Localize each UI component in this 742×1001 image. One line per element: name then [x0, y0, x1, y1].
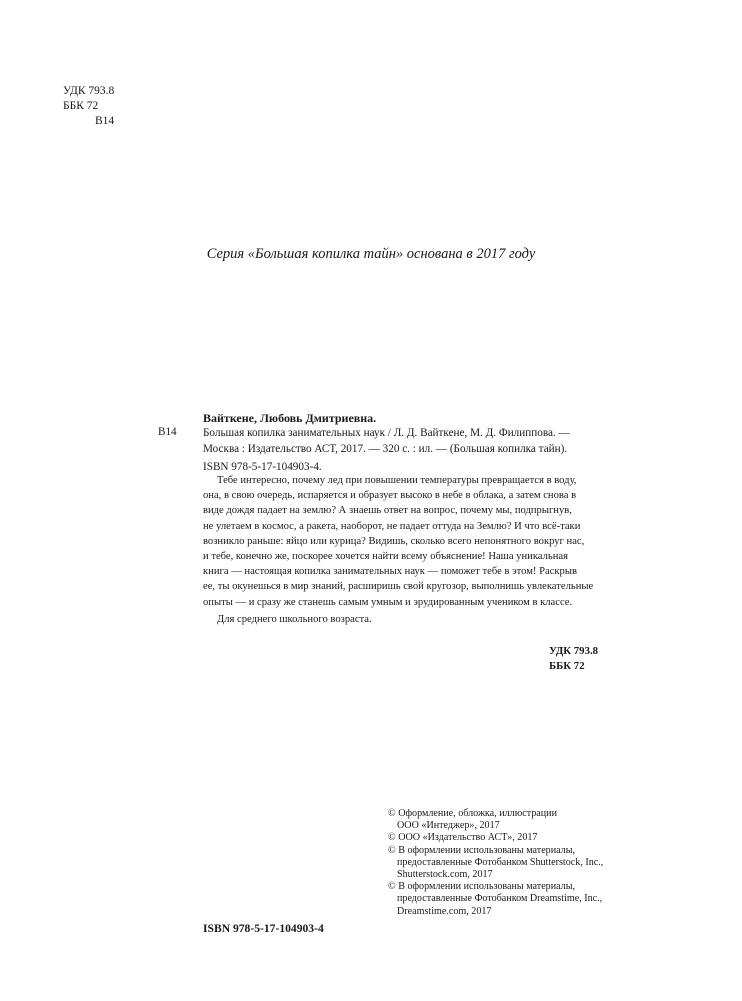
copyright-dreamstime-site: Dreamstime.com, 2017: [397, 905, 492, 917]
copyright-publisher: © ООО «Издательство АСТ», 2017: [388, 832, 538, 844]
catalog-card: [158, 411, 628, 476]
copyright-shutterstock-provider: предоставленные Фотобанком Shutterstock, Inc.,: [397, 856, 604, 868]
bbk-code-top: ББК 72: [63, 100, 99, 112]
series-note: Серия «Большая копилка тайн» основана в 2017 году: [206, 246, 536, 262]
annotation-line: она, в свою очередь, испаряется и образует высоко в небе в облака, а затем снова в: [203, 490, 577, 502]
copyright-dreamstime: © В оформлении использованы материалы,: [388, 881, 576, 893]
annotation: [203, 473, 623, 627]
annotation-paragraph: [203, 473, 623, 488]
bbk-code-right: ББК 72: [549, 660, 585, 672]
annotation-line: возникло раньше: яйцо или курица? Видишь, сколько всего непонятного вокруг нас,: [203, 535, 585, 547]
udk-code-right: УДК 793.8: [549, 645, 599, 657]
annotation-line: виде дождя падает на землю? А знаешь ответ на вопрос, почему мы, подпрыгнув,: [203, 505, 572, 517]
annotation-line: не улетаем в космос, а ракета, наоборот, не падает оттуда на Землю? И что всё-таки: [203, 520, 581, 532]
annotation-line: и тебе, конечно же, поскорее хочется найти всему объяснение! Наша уникальная: [203, 551, 568, 563]
isbn-bottom: ISBN 978-5-17-104903-4: [203, 922, 324, 935]
annotation-line: Тебе интересно, почему лед при повышении температуры превращается в воду,: [217, 475, 577, 486]
annotation-continued: [203, 488, 623, 610]
classification-right: [549, 644, 598, 674]
annotation-line: книга — настоящая копилка занимательных наук — поможет тебе в этом! Раскрыв: [203, 566, 577, 578]
copyright-shutterstock-site: Shutterstock.com, 2017: [397, 869, 493, 881]
audience-note: Для среднего школьного возраста.: [217, 613, 372, 625]
catalog-author-mark: В14: [158, 426, 177, 438]
copyright-design-owner: ООО «Интеджер», 2017: [397, 820, 500, 832]
catalog-imprint-line: Москва : Издательство АСТ, 2017. — 320 с. : ил. — (Большая копилка тайн).: [203, 442, 568, 455]
udk-code-top: УДК 793.8: [63, 85, 115, 97]
copyright-dreamstime-provider: предоставленные Фотобанком Dreamstime, Inc.,: [397, 893, 603, 905]
catalog-card-body: [203, 411, 628, 476]
catalog-isbn: ISBN 978-5-17-104903-4.: [203, 461, 322, 474]
catalog-title-line: Большая копилка занимательных наук / Л. Д. Вайткене, М. Д. Филиппова. —: [203, 427, 570, 440]
copyright-design: © Оформление, обложка, иллюстрации: [388, 808, 557, 819]
copyright-shutterstock: © В оформлении использованы материалы,: [388, 844, 576, 856]
classification-top: [63, 84, 114, 129]
copyright-block: [388, 808, 603, 918]
catalog-author: Вайткене, Любовь Дмитриевна.: [203, 411, 377, 425]
author-mark-top: В14: [95, 115, 115, 127]
annotation-line: опыты — и сразу же станешь самым умным и эрудированным учеником в классе.: [203, 596, 573, 608]
annotation-line: ее, ты окунешься в мир знаний, расширишь свой кругозор, выполнишь увлекательные: [203, 581, 594, 593]
